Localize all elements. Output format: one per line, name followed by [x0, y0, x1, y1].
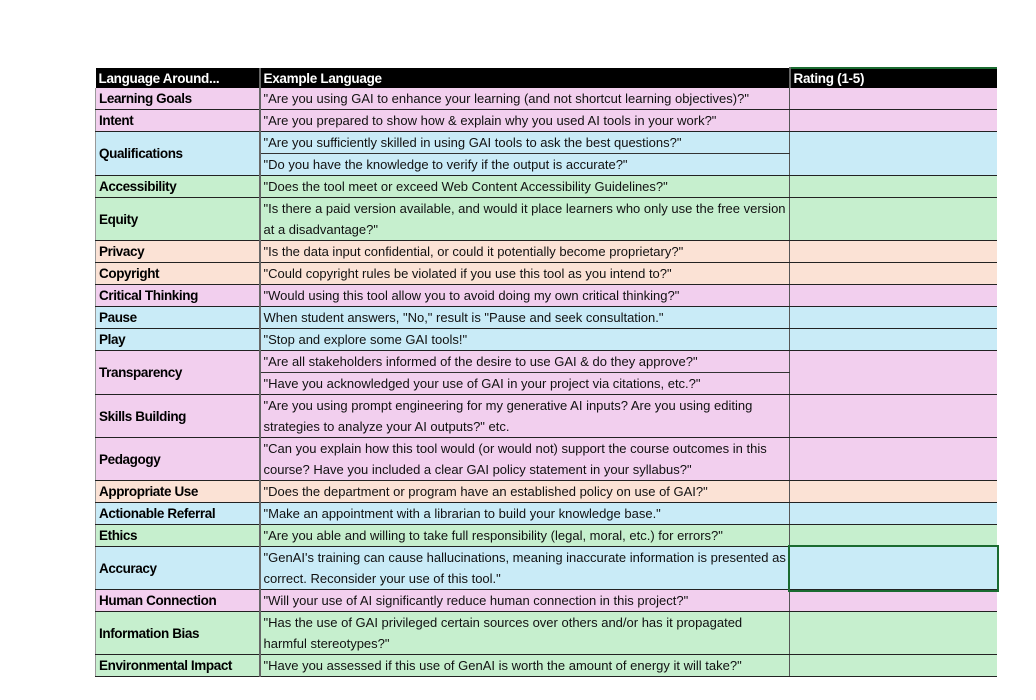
category-label-cell[interactable]: Pause	[96, 307, 260, 329]
example-language-cell[interactable]: "Does the tool meet or exceed Web Content Accessibility Guidelines?"	[260, 176, 790, 198]
table-row	[96, 110, 997, 132]
category-label-cell[interactable]: Learning Goals	[96, 88, 260, 110]
rating-cell[interactable]	[790, 329, 997, 351]
example-language-cell[interactable]: "Are all stakeholders informed of the desire to use GAI & do they approve?"	[260, 351, 790, 373]
table-row	[96, 655, 997, 677]
example-language-cell[interactable]: "Are you prepared to show how & explain why you used AI tools in your work?"	[260, 110, 790, 132]
table-row	[96, 590, 997, 612]
table-body	[96, 88, 997, 677]
rating-cell[interactable]	[790, 263, 997, 285]
example-language-cell[interactable]: "Stop and explore some GAI tools!"	[260, 329, 790, 351]
ai-evaluation-table	[95, 67, 997, 677]
category-label-cell[interactable]: Accuracy	[96, 547, 260, 590]
category-label-cell[interactable]: Copyright	[96, 263, 260, 285]
example-language-cell[interactable]: When student answers, "No," result is "Pause and seek consultation."	[260, 307, 790, 329]
table-row	[96, 395, 997, 438]
category-label-cell[interactable]: Transparency	[96, 351, 260, 395]
rating-cell[interactable]	[790, 307, 997, 329]
table-row	[96, 263, 997, 285]
example-language-cell[interactable]: "Would using this tool allow you to avoid doing my own critical thinking?"	[260, 285, 790, 307]
table-row	[96, 438, 997, 481]
example-language-cell[interactable]: "Has the use of GAI privileged certain sources over others and/or has it propagated harmful stereotypes?"	[260, 612, 790, 655]
category-label-cell[interactable]: Equity	[96, 198, 260, 241]
example-language-cell[interactable]: "Is the data input confidential, or could it potentially become proprietary?"	[260, 241, 790, 263]
example-language-cell[interactable]: "Make an appointment with a librarian to build your knowledge base."	[260, 503, 790, 525]
table-row	[96, 329, 997, 351]
table-row	[96, 547, 997, 590]
example-language-cell[interactable]: "Have you assessed if this use of GenAI is worth the amount of energy it will take?"	[260, 655, 790, 677]
header-language-around[interactable]: Language Around...	[96, 68, 260, 88]
rating-cell[interactable]	[790, 241, 997, 263]
example-language-cell[interactable]: "Are you sufficiently skilled in using GAI tools to ask the best questions?"	[260, 132, 790, 154]
category-label-cell[interactable]: Qualifications	[96, 132, 260, 176]
rating-cell[interactable]	[790, 525, 997, 547]
category-label-cell[interactable]: Pedagogy	[96, 438, 260, 481]
header-example-language[interactable]: Example Language	[260, 68, 790, 88]
header-row	[96, 68, 997, 88]
example-language-cell[interactable]: "Can you explain how this tool would (or would not) support the course outcomes in this course? Have you included a clear GAI policy statement in your syllabus?"	[260, 438, 790, 481]
category-label-cell[interactable]: Critical Thinking	[96, 285, 260, 307]
table-row	[96, 132, 997, 154]
rating-cell[interactable]	[790, 110, 997, 132]
example-language-cell[interactable]: "GenAI's training can cause hallucinations, meaning inaccurate information is presented as correct. Reconsider your use of this tool."	[260, 547, 790, 590]
table-row	[96, 176, 997, 198]
example-language-cell[interactable]: "Do you have the knowledge to verify if the output is accurate?"	[260, 154, 790, 176]
rating-cell[interactable]	[790, 176, 997, 198]
category-label-cell[interactable]: Actionable Referral	[96, 503, 260, 525]
category-label-cell[interactable]: Intent	[96, 110, 260, 132]
table-row	[96, 285, 997, 307]
category-label-cell[interactable]: Environmental Impact	[96, 655, 260, 677]
rating-cell[interactable]	[790, 198, 997, 241]
table-row	[96, 241, 997, 263]
table-row	[96, 198, 997, 241]
table-row	[96, 307, 997, 329]
example-language-cell[interactable]: "Does the department or program have an established policy on use of GAI?"	[260, 481, 790, 503]
rating-cell[interactable]	[790, 395, 997, 438]
table-row	[96, 503, 997, 525]
rating-cell[interactable]	[790, 590, 997, 612]
rating-cell[interactable]	[790, 132, 997, 176]
rating-cell[interactable]	[790, 438, 997, 481]
table-row	[96, 88, 997, 110]
category-label-cell[interactable]: Skills Building	[96, 395, 260, 438]
category-label-cell[interactable]: Information Bias	[96, 612, 260, 655]
header-rating[interactable]: Rating (1-5)	[790, 68, 997, 88]
example-language-cell[interactable]: "Is there a paid version available, and would it place learners who only use the free version at a disadvantage?"	[260, 198, 790, 241]
category-label-cell[interactable]: Privacy	[96, 241, 260, 263]
table-row	[96, 525, 997, 547]
rating-cell[interactable]	[790, 88, 997, 110]
example-language-cell[interactable]: "Are you using GAI to enhance your learning (and not shortcut learning objectives)?"	[260, 88, 790, 110]
category-label-cell[interactable]: Appropriate Use	[96, 481, 260, 503]
category-label-cell[interactable]: Accessibility	[96, 176, 260, 198]
rating-cell[interactable]	[790, 351, 997, 395]
example-language-cell[interactable]: "Are you able and willing to take full responsibility (legal, moral, etc.) for errors?"	[260, 525, 790, 547]
category-label-cell[interactable]: Ethics	[96, 525, 260, 547]
example-language-cell[interactable]: "Could copyright rules be violated if you use this tool as you intend to?"	[260, 263, 790, 285]
rating-cell[interactable]	[790, 655, 997, 677]
example-language-cell[interactable]: "Are you using prompt engineering for my generative AI inputs? Are you using editing strategies to analyze your AI outputs?" etc.	[260, 395, 790, 438]
rating-cell[interactable]	[790, 547, 997, 590]
rating-cell[interactable]	[790, 481, 997, 503]
table-row	[96, 612, 997, 655]
category-label-cell[interactable]: Human Connection	[96, 590, 260, 612]
category-label-cell[interactable]: Play	[96, 329, 260, 351]
rating-cell[interactable]	[790, 285, 997, 307]
example-language-cell[interactable]: "Have you acknowledged your use of GAI in your project via citations, etc.?"	[260, 373, 790, 395]
rating-cell[interactable]	[790, 612, 997, 655]
example-language-cell[interactable]: "Will your use of AI significantly reduce human connection in this project?"	[260, 590, 790, 612]
table-row	[96, 351, 997, 373]
rating-cell[interactable]	[790, 503, 997, 525]
table-row	[96, 481, 997, 503]
